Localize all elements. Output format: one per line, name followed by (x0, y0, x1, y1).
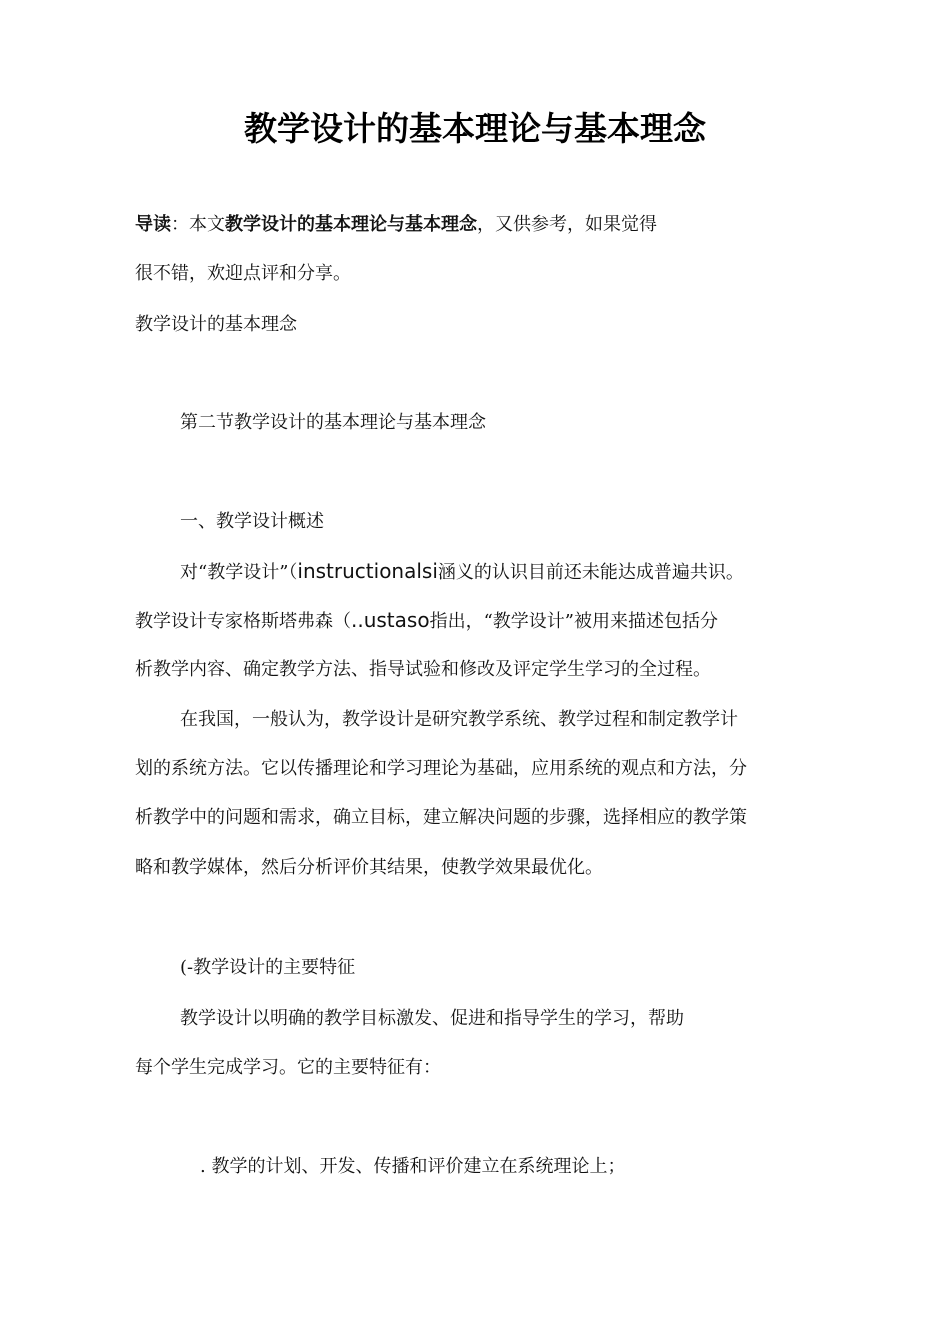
p1-l2-a: 教学设计专家格斯塔弗森（ (135, 611, 351, 632)
p1-line-2 (135, 608, 718, 634)
p2-line-1: 在我国，一般认为，教学设计是研究教学系统、教学过程和制定教学计 (180, 709, 738, 730)
section-heading: 第二节教学设计的基本理论与基本理念 (180, 412, 486, 433)
part1-heading: 一、教学设计概述 (180, 511, 324, 532)
p2-line-3: 析教学中的问题和需求，确立目标，建立解决问题的步骤，选择相应的教学策 (135, 807, 747, 828)
intro-rest: ，又供参考，如果觉得 (477, 214, 657, 235)
bullet-item-1: . 教学的计划、开发、传播和评价建立在系统理论上； (200, 1156, 626, 1177)
p1-l1-b: 涵义的认识目前还未能达成普遍共识。 (437, 562, 744, 583)
features-heading: (-教学设计的主要特征 (180, 957, 356, 978)
p1-l2-b: 指出，“教学设计”被用来描述包括分 (429, 611, 718, 632)
document-title: 教学设计的基本理论与基本理念 (244, 109, 706, 148)
intro-label: 导读 (135, 214, 171, 235)
p2-line-4: 略和教学媒体，然后分析评价其结果，使教学效果最优化。 (135, 857, 603, 878)
p3-line-1: 教学设计以明确的教学目标激发、促进和指导学生的学习，帮助 (180, 1008, 684, 1029)
intro-colon: ：本文 (171, 214, 225, 235)
p2-line-2: 划的系统方法。它以传播理论和学习理论为基础，应用系统的观点和方法，分 (135, 758, 747, 779)
p3-line-2: 每个学生完成学习。它的主要特征有： (135, 1057, 441, 1078)
p1-l2-latin: ..ustaso (351, 608, 430, 632)
p1-line-3: 析教学内容、确定教学方法、指导试验和修改及评定学生学习的全过程。 (135, 659, 711, 680)
intro-bold-title: 教学设计的基本理论与基本理念 (225, 214, 477, 235)
p1-l1-latin: instructionalsi (297, 559, 438, 583)
intro-line-2: 很不错，欢迎点评和分享。 (135, 263, 351, 284)
p1-l1-a: 对“教学设计”（ (180, 562, 298, 583)
subtitle: 教学设计的基本理念 (135, 314, 297, 335)
p1-line-1 (180, 559, 744, 585)
intro-line-1 (135, 213, 657, 237)
